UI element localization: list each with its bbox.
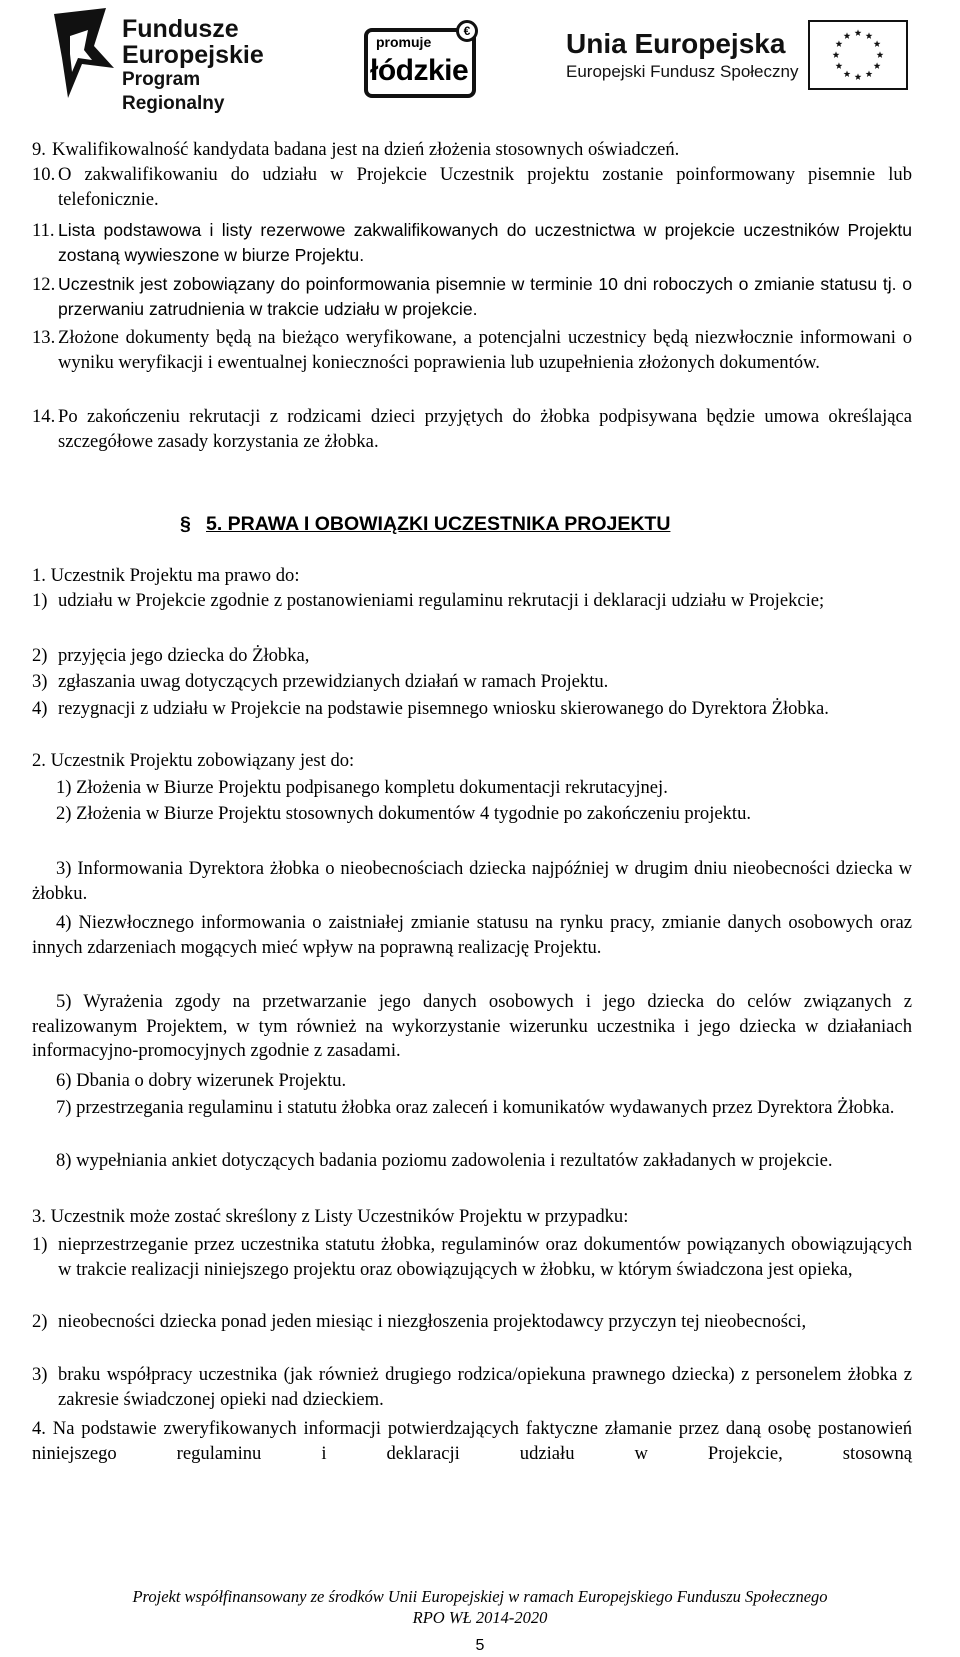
footer-line-2: RPO WŁ 2014-2020 bbox=[412, 1608, 548, 1627]
point-2-item-8: 8) wypełniania ankiet dotyczących badania poziomu zadowolenia i rezultatów zakładanych w projekcie. bbox=[56, 1150, 833, 1171]
point-1-intro: 1. Uczestnik Projektu ma prawo do: bbox=[32, 565, 300, 586]
point-2-item-1: 1) Złożenia w Biurze Projektu podpisanego kompletu dokumentacji rekrutacyjnej. bbox=[56, 777, 668, 798]
euro-icon: € bbox=[456, 20, 478, 42]
point-3-item-1: 1) nieprzestrzeganie przez uczestnika statutu żłobka, regulaminów oraz dokumentów powiązanych obowiązujących w trakcie realizacji niniejszego projektu oraz obowiązujących w żłobku, w którym świadczona jest opieka, bbox=[32, 1234, 912, 1280]
unia-europejska-logo-text bbox=[566, 28, 798, 84]
promuje-lodzkie-logo bbox=[364, 20, 484, 104]
list-item-10: 10. O zakwalifikowaniu do udziału w Projekcie Uczestnik projektu zostanie poinformowany pisemnie lub telefonicznie. bbox=[32, 164, 912, 210]
fe-star-icon bbox=[48, 6, 118, 102]
list-item-13: 13. Złożone dokumenty będą na bieżąco weryfikowane, a potencjalni uczestnicy będą niezwłocznie informowani o wyniku weryfikacji i ewentualnej konieczności poprawienia lub uzupełnienia złożonych dokumentów. bbox=[32, 327, 912, 373]
point-2-intro: 2. Uczestnik Projektu zobowiązany jest do: bbox=[32, 750, 355, 771]
list-item-9: 9. Kwalifikowalność kandydata badana jest na dzień złożenia stosownych oświadczeń. bbox=[32, 139, 680, 160]
point-3-item-2: 2) nieobecności dziecka ponad jeden miesiąc i niezgłoszenia projektodawcy przyczyn tej nieobecności, bbox=[32, 1311, 807, 1332]
point-1-item-3: 3) zgłaszania uwag dotyczących przewidzianych działań w ramach Projektu. bbox=[32, 671, 609, 692]
point-1-item-2: 2) przyjęcia jego dziecka do Żłobka, bbox=[32, 645, 310, 666]
paragraph-marker: § bbox=[180, 513, 191, 535]
point-2-item-4: 4) Niezwłocznego informowania o zaistniałej zmianie statusu na rynku pracy, zmianie danych osobowych oraz innych zdarzeniach mogących mieć wpływ na poprawną realizację Projektu. bbox=[32, 912, 912, 958]
list-item-12: 12. Uczestnik jest zobowiązany do poinformowania pisemnie w terminie 10 dni roboczych o zmianie statusu tj. o przerwaniu zatrudnienia w trakcie udziału w projekcie. bbox=[32, 274, 912, 319]
ue-subtitle: Europejski Fundusz Społeczny bbox=[566, 62, 799, 81]
point-1-item-4: 4) rezygnacji z udziału w Projekcie na podstawie pisemnego wniosku skierowanego do Dyrektora Żłobka. bbox=[32, 698, 829, 719]
point-3-item-3: 3) braku współpracy uczestnika (jak również drugiego rodzica/opiekuna prawnego dziecka) z personelem żłobka z zakresie świadczonej opieki nad dzieckiem. bbox=[32, 1364, 912, 1410]
point-3-intro: 3. Uczestnik może zostać skreślony z Listy Uczestników Projektu w przypadku: bbox=[32, 1206, 629, 1227]
fe-line3: Program Regionalny bbox=[122, 69, 225, 114]
point-2-item-5: 5) Wyrażenia zgody na przetwarzanie jego danych osobowych i jego dziecka do celów związanych z realizowanym Projektem, w tym również na wykorzystanie wizerunku uczestnika i jego dziecka w działaniach informacyjno-promocyjnych zgodnie z zasadami. bbox=[32, 991, 912, 1061]
lodz-big-text: łódzkie bbox=[370, 54, 469, 87]
fe-line2: Europejskie bbox=[122, 41, 264, 69]
point-2-item-2: 2) Złożenia w Biurze Projektu stosownych dokumentów 4 tygodnie po zakończeniu projektu. bbox=[56, 803, 752, 824]
section-title: 5. PRAWA I OBOWIĄZKI UCZESTNIKA PROJEKTU bbox=[206, 513, 671, 535]
point-2-item-3: 3) Informowania Dyrektora żłobka o nieobecnościach dziecka najpóźniej w drugim dniu nieobecności dziecka w żłobku. bbox=[32, 858, 912, 904]
fe-line1: Fundusze bbox=[122, 15, 239, 43]
ue-title: Unia Europejska bbox=[566, 28, 786, 59]
lodz-small-text: promuje bbox=[376, 34, 432, 50]
list-item-14: 14. Po zakończeniu rekrutacji z rodzicami dzieci przyjętych do żłobka podpisywana będzie umowa określająca szczegółowe zasady korzystania ze żłobka. bbox=[32, 406, 912, 452]
section-heading bbox=[180, 512, 670, 537]
footer-line-1: Projekt współfinansowany ze środków Unii Europejskiej w ramach Europejskiego Funduszu Społecznego bbox=[132, 1587, 828, 1606]
point-2-item-7: 7) przestrzegania regulaminu i statutu żłobka oraz zaleceń i komunikatów wydawanych przez Dyrektora Żłobka. bbox=[56, 1097, 895, 1118]
list-item-11: 11. Lista podstawowa i listy rezerwowe zakwalifikowanych do uczestnictwa w projekcie uczestników Projektu zostaną wywieszone w biurze Projektu. bbox=[32, 220, 912, 265]
point-4-text: 4. Na podstawie zweryfikowanych informacji potwierdzających faktyczne złamanie przez daną osobę postanowień niniejszego regulaminu i deklaracji udziału w Projekcie, stosowną bbox=[32, 1418, 912, 1464]
fundusze-europejskie-logo bbox=[48, 6, 278, 114]
point-1-item-1: 1) udziału w Projekcie zgodnie z postanowieniami regulaminu rekrutacji i deklaracji udziału w Projekcie; bbox=[32, 590, 825, 611]
eu-flag-icon bbox=[808, 20, 908, 90]
page-number: 5 bbox=[475, 1637, 485, 1654]
point-2-item-6: 6) Dbania o dobry wizerunek Projektu. bbox=[56, 1070, 347, 1091]
header-logos bbox=[0, 0, 960, 118]
